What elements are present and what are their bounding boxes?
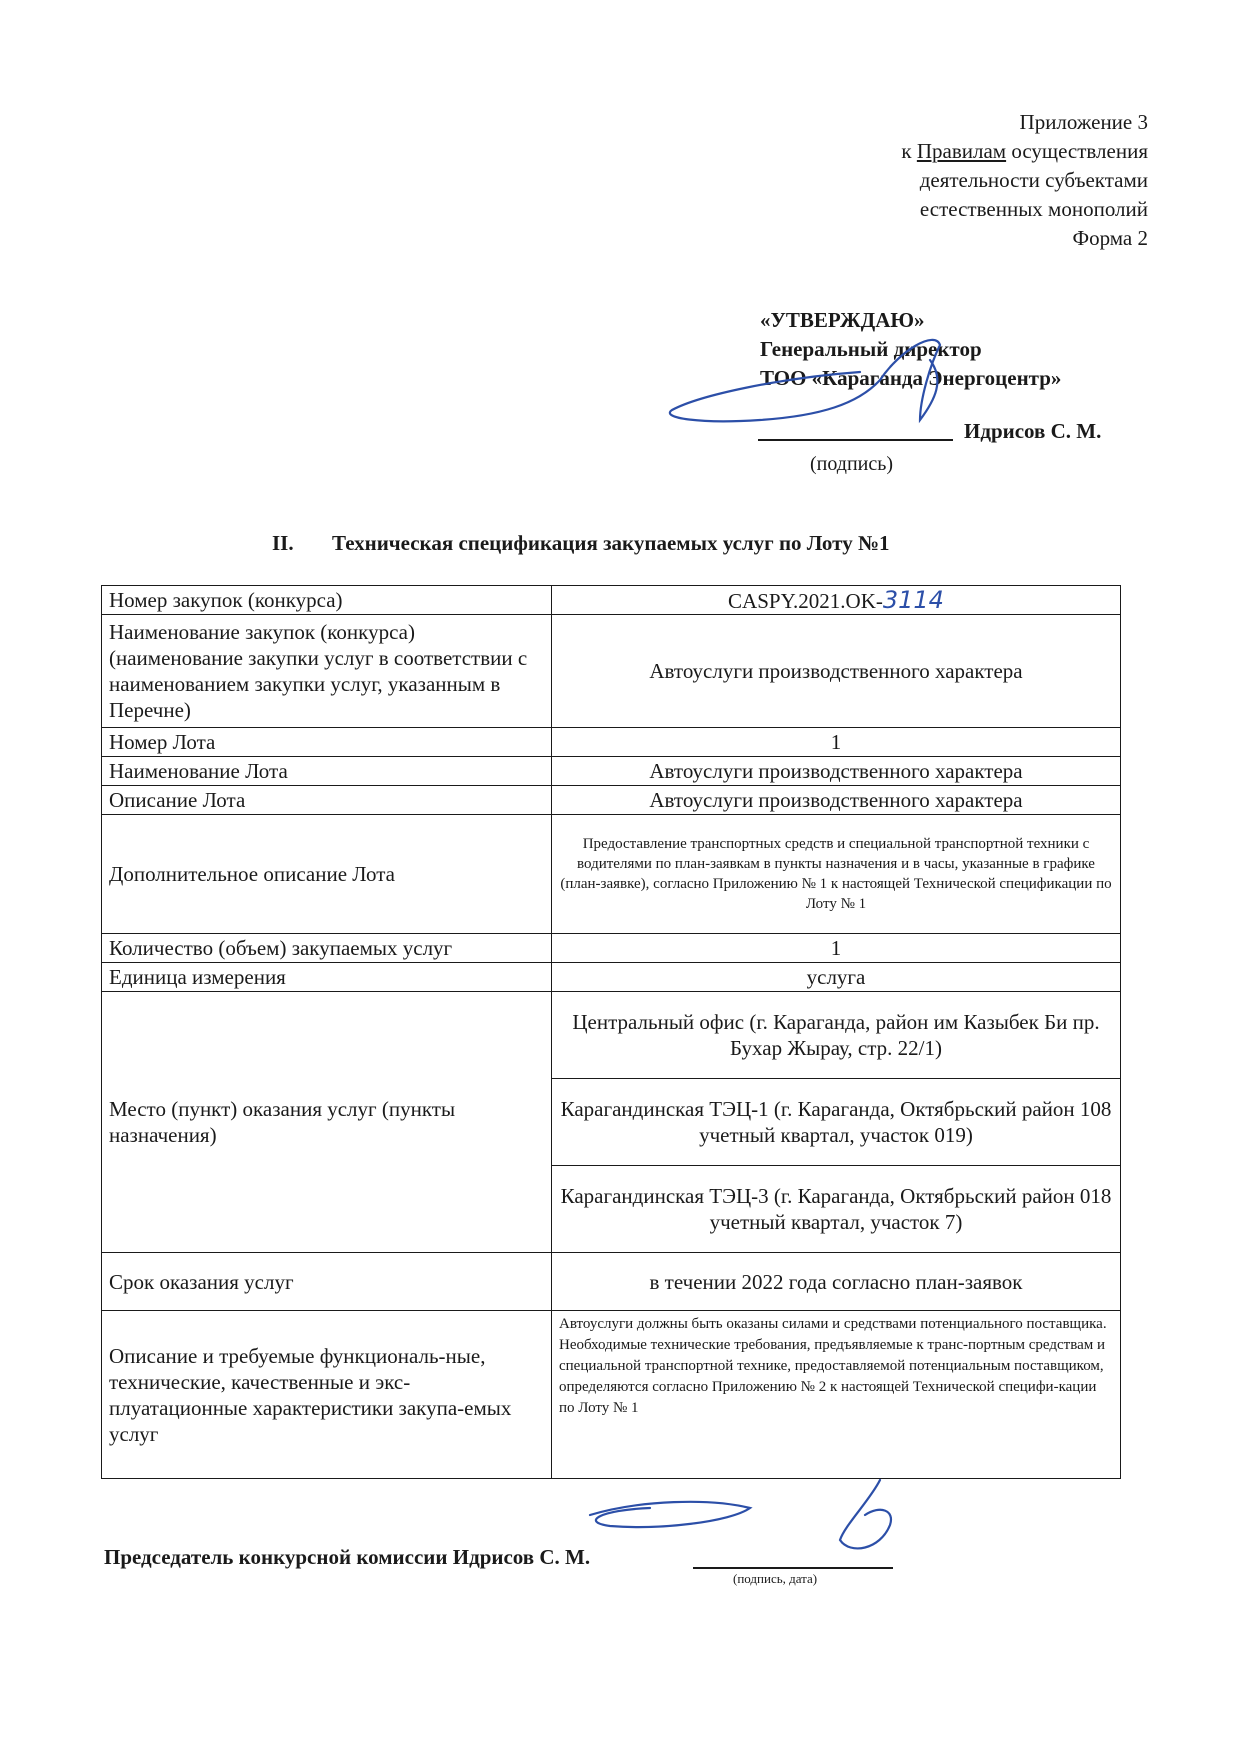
section-title: Техническая спецификация закупаемых услуг по Лоту №1: [332, 531, 890, 555]
signature-caption: (подпись): [810, 453, 894, 475]
row-label: Номер закупок (конкурса): [102, 586, 552, 615]
signature-line: [758, 439, 953, 441]
row-label: Наименование Лота: [102, 757, 552, 786]
appendix-suffix: осуществления: [1006, 139, 1148, 163]
row-label: Дополнительное описание Лота: [102, 815, 552, 934]
chair-signature-line: [693, 1567, 893, 1569]
rules-link[interactable]: Правилам: [916, 139, 1007, 163]
table-row: [102, 1311, 1121, 1479]
row-value: Автоуслуги производственного характера: [552, 786, 1121, 815]
approval-title: «УТВЕРЖДАЮ»: [760, 308, 925, 332]
appendix-prefix: к: [901, 139, 917, 163]
row-label: Место (пункт) оказания услуг (пункты назначения): [102, 992, 552, 1253]
section-heading: [272, 531, 890, 556]
row-label: Срок оказания услуг: [102, 1253, 552, 1311]
row-value: в течении 2022 года согласно план-заявок: [552, 1253, 1121, 1311]
chair-signature-mark: [590, 1480, 891, 1548]
table-row: [102, 815, 1121, 934]
row-value: 1: [552, 934, 1121, 963]
appendix-line4: естественных монополий: [919, 197, 1148, 221]
approval-signature-row: [758, 417, 1198, 447]
appendix-number: Приложение 3: [1019, 110, 1148, 134]
table-row: [102, 992, 1121, 1079]
row-value: Предоставление транспортных средств и специальной транспортной техники с водителями по план-заявкам в пункты назначения и в часы, указанные в графике (план-заявке), согласно Приложению № 1 к настоящей Технической спецификации по Лоту № 1: [552, 815, 1121, 934]
appendix-header: [728, 108, 1148, 253]
row-label: Единица измерения: [102, 963, 552, 992]
row-value: Карагандинская ТЭЦ-3 (г. Караганда, Октябрьский район 018 учетный квартал, участок 7): [552, 1166, 1121, 1253]
table-row: [102, 963, 1121, 992]
row-label: Наименование закупок (конкурса) (наименование закупки услуг в соответствии с наименованием закупки услуг, указанным в Перечне): [102, 615, 552, 728]
row-value: Карагандинская ТЭЦ-1 (г. Караганда, Октябрьский район 108 учетный квартал, участок 019): [552, 1079, 1121, 1166]
row-label: Номер Лота: [102, 728, 552, 757]
row-value: 1: [552, 728, 1121, 757]
approval-company: ТОО «Караганда Энергоцентр»: [760, 366, 1062, 390]
handwritten-number: 3114: [882, 585, 944, 614]
table-row: [102, 1253, 1121, 1311]
row-value: Автоуслуги производственного характера: [552, 615, 1121, 728]
row-value: Автоуслуги должны быть оказаны силами и средствами потенциального поставщика. Необходимые технические требования, предъявляемые к транс-портным средствам и специальной транспортной технике, предоставляемой потенциальным поставщиком, определяются согласно Приложению № 2 к настоящей Технической специфи-кации по Лоту № 1: [552, 1311, 1121, 1479]
row-value: Центральный офис (г. Караганда, район им Казыбек Би пр. Бухар Жырау, стр. 22/1): [552, 992, 1121, 1079]
approval-position: Генеральный директор: [760, 337, 982, 361]
appendix-rules-line: [728, 137, 1148, 166]
table-row: [102, 586, 1121, 615]
commission-chair: Председатель конкурсной комиссии Идрисов С. М.: [104, 1545, 591, 1569]
procurement-number: CASPY.2021.OK-: [728, 588, 883, 613]
table-row: [102, 615, 1121, 728]
table-row: [102, 757, 1121, 786]
approver-name: Идрисов С. М.: [964, 419, 1102, 443]
chair-signature-caption: (подпись, дата): [733, 1571, 818, 1586]
spec-table: [101, 585, 1121, 1479]
table-row: [102, 934, 1121, 963]
row-label: Количество (объем) закупаемых услуг: [102, 934, 552, 963]
row-label: Описание и требуемые функциональ-ные, технические, качественные и экс-плуатационные характеристики закупа-емых услуг: [102, 1311, 552, 1479]
row-label: Описание Лота: [102, 786, 552, 815]
row-value: Автоуслуги производственного характера: [552, 757, 1121, 786]
table-row: [102, 786, 1121, 815]
approval-block: [760, 306, 1200, 475]
row-value: услуга: [552, 963, 1121, 992]
section-number: II.: [272, 531, 294, 555]
form-number: Форма 2: [1072, 226, 1148, 250]
table-row: [102, 728, 1121, 757]
appendix-line3: деятельности субъектами: [919, 168, 1148, 192]
row-value: [552, 586, 1121, 615]
